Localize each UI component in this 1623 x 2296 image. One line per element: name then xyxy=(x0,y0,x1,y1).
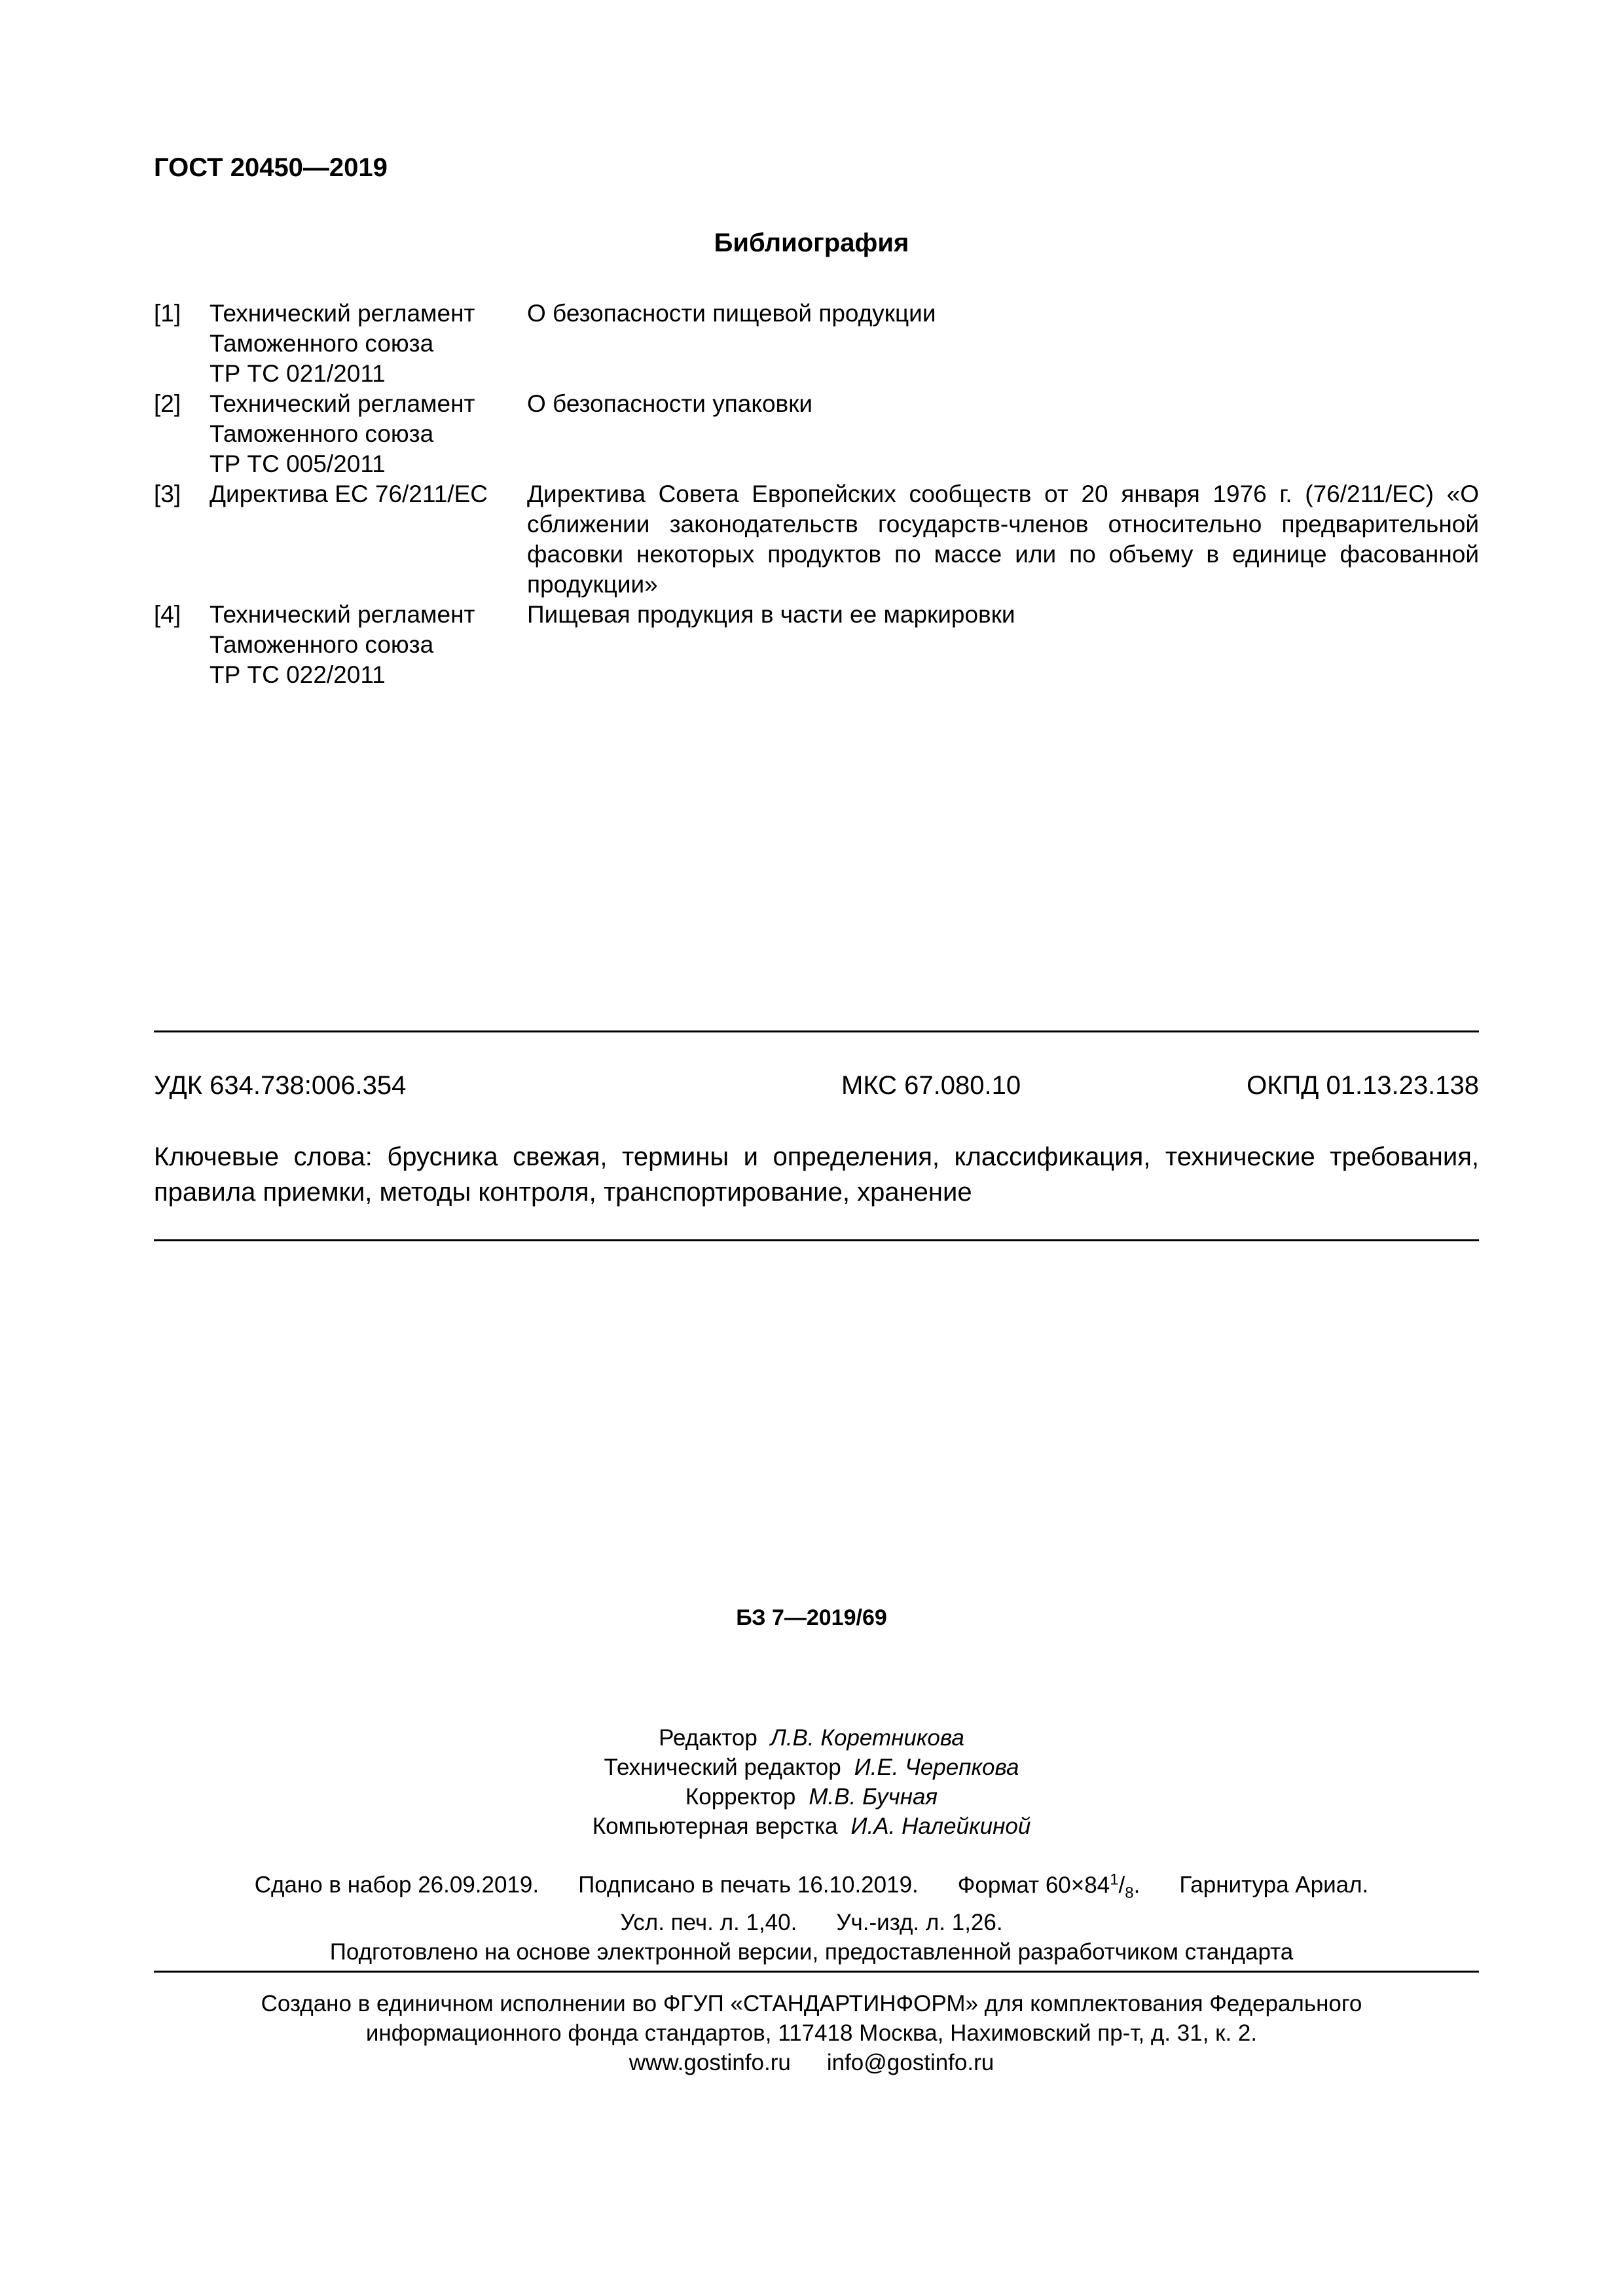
udk-code: УДК 634.738:006.354 xyxy=(154,1071,407,1100)
credit-name: М.В. Бучная xyxy=(809,1784,938,1810)
bibliography-entry xyxy=(154,389,1479,479)
credit-name: Л.В. Коретникова xyxy=(770,1725,964,1751)
classification-codes xyxy=(154,1070,1479,1101)
bibliography-list xyxy=(154,299,1479,690)
divider-middle xyxy=(154,1239,1479,1241)
credit-layout xyxy=(0,1812,1623,1841)
footer-line: Создано в единичном исполнении во ФГУП «СТАНДАРТИНФОРМ» для комплектования Федерального xyxy=(261,1991,1362,2016)
entry-description: Директива Совета Европейских сообществ от 20 января 1976 г. (76/211/ЕС) «О сближении законодательств государств-членов относительно предварительной фасовки некоторых продуктов по массе или по объему в единице фасованной продукции» xyxy=(527,481,1479,598)
source-line: Технический регламент xyxy=(210,601,475,628)
mks-code: МКС 67.080.10 xyxy=(841,1071,1021,1100)
entry-number: [3] xyxy=(154,481,181,507)
bibliography-entry xyxy=(154,479,1479,600)
footer-contacts xyxy=(0,2048,1623,2077)
source-line: Таможенного союза xyxy=(210,631,434,658)
entry-number: [1] xyxy=(154,300,181,327)
entry-source xyxy=(210,299,527,389)
okpd-code: ОКПД 01.13.23.138 xyxy=(1247,1071,1479,1100)
entry-number: [4] xyxy=(154,601,181,628)
submitted-date: Сдано в набор 26.09.2019. xyxy=(254,1872,539,1898)
credits xyxy=(0,1723,1623,1841)
footer xyxy=(0,1989,1623,2077)
source-line: Технический регламент xyxy=(210,390,475,417)
divider-bottom xyxy=(154,1971,1479,1973)
entry-description: О безопасности пищевой продукции xyxy=(527,300,936,327)
source-line: Технический регламент xyxy=(210,300,475,327)
source-line: Таможенного союза xyxy=(210,420,434,447)
keywords: Ключевые слова: брусника свежая, термины и определения, классификация, технические требования, правила приемки, методы контроля, транспортирование, хранение xyxy=(154,1142,1479,1207)
credit-label: Корректор xyxy=(685,1784,796,1810)
credit-label: Редактор xyxy=(659,1725,757,1751)
print-sheets: Усл. печ. л. 1,40. xyxy=(620,1909,797,1935)
entry-source xyxy=(210,600,527,690)
email-link[interactable]: info@gostinfo.ru xyxy=(826,2050,994,2075)
credit-name: И.А. Налейкиной xyxy=(850,1813,1031,1839)
credit-corrector xyxy=(0,1782,1623,1812)
publication-line-2 xyxy=(0,1908,1623,1937)
paper-format: Формат $60\times 84^1/_8$. xyxy=(957,1870,1140,1902)
source-line: ТР ТС 021/2011 xyxy=(210,360,386,387)
credit-name: И.Е. Черепкова xyxy=(854,1755,1019,1780)
credit-label: Компьютерная верстка xyxy=(592,1813,838,1839)
bibliography-entry xyxy=(154,299,1479,389)
prepared-note: Подготовлено на основе электронной версии, предоставленной разработчиком стандарта xyxy=(329,1939,1294,1965)
footer-line: информационного фонда стандартов, 117418 Москва, Нахимовский пр-т, д. 31, к. 2. xyxy=(365,2020,1258,2046)
source-line: Таможенного союза xyxy=(210,330,434,357)
entry-description: О безопасности упаковки xyxy=(527,390,813,417)
document-code: ГОСТ 20450—2019 xyxy=(154,153,388,182)
website-link[interactable]: www.gostinfo.ru xyxy=(629,2050,791,2075)
publisher-sheets: Уч.-изд. л. 1,26. xyxy=(836,1909,1003,1935)
signed-date: Подписано в печать 16.10.2019. xyxy=(578,1872,919,1898)
entry-source xyxy=(210,479,527,600)
publication-info xyxy=(0,1865,1623,1967)
credit-label: Технический редактор xyxy=(604,1755,841,1780)
bibliography-title: Библиография xyxy=(714,228,909,257)
bibliography-entry xyxy=(154,600,1479,690)
source-line: ТР ТС 005/2011 xyxy=(210,450,386,477)
source-line: ТР ТС 022/2011 xyxy=(210,661,386,688)
entry-source xyxy=(210,389,527,479)
bz-number: БЗ 7—2019/69 xyxy=(736,1605,887,1630)
source-line: Директива ЕС 76/211/ЕС xyxy=(210,481,488,507)
entry-description: Пищевая продукция в части ее маркировки xyxy=(527,601,1015,628)
credit-tech-editor xyxy=(0,1753,1623,1782)
publication-line-1 xyxy=(0,1865,1623,1908)
credit-editor xyxy=(0,1723,1623,1753)
typeface: Гарнитура Ариал. xyxy=(1179,1872,1369,1898)
entry-number: [2] xyxy=(154,390,181,417)
divider-top xyxy=(154,1030,1479,1032)
